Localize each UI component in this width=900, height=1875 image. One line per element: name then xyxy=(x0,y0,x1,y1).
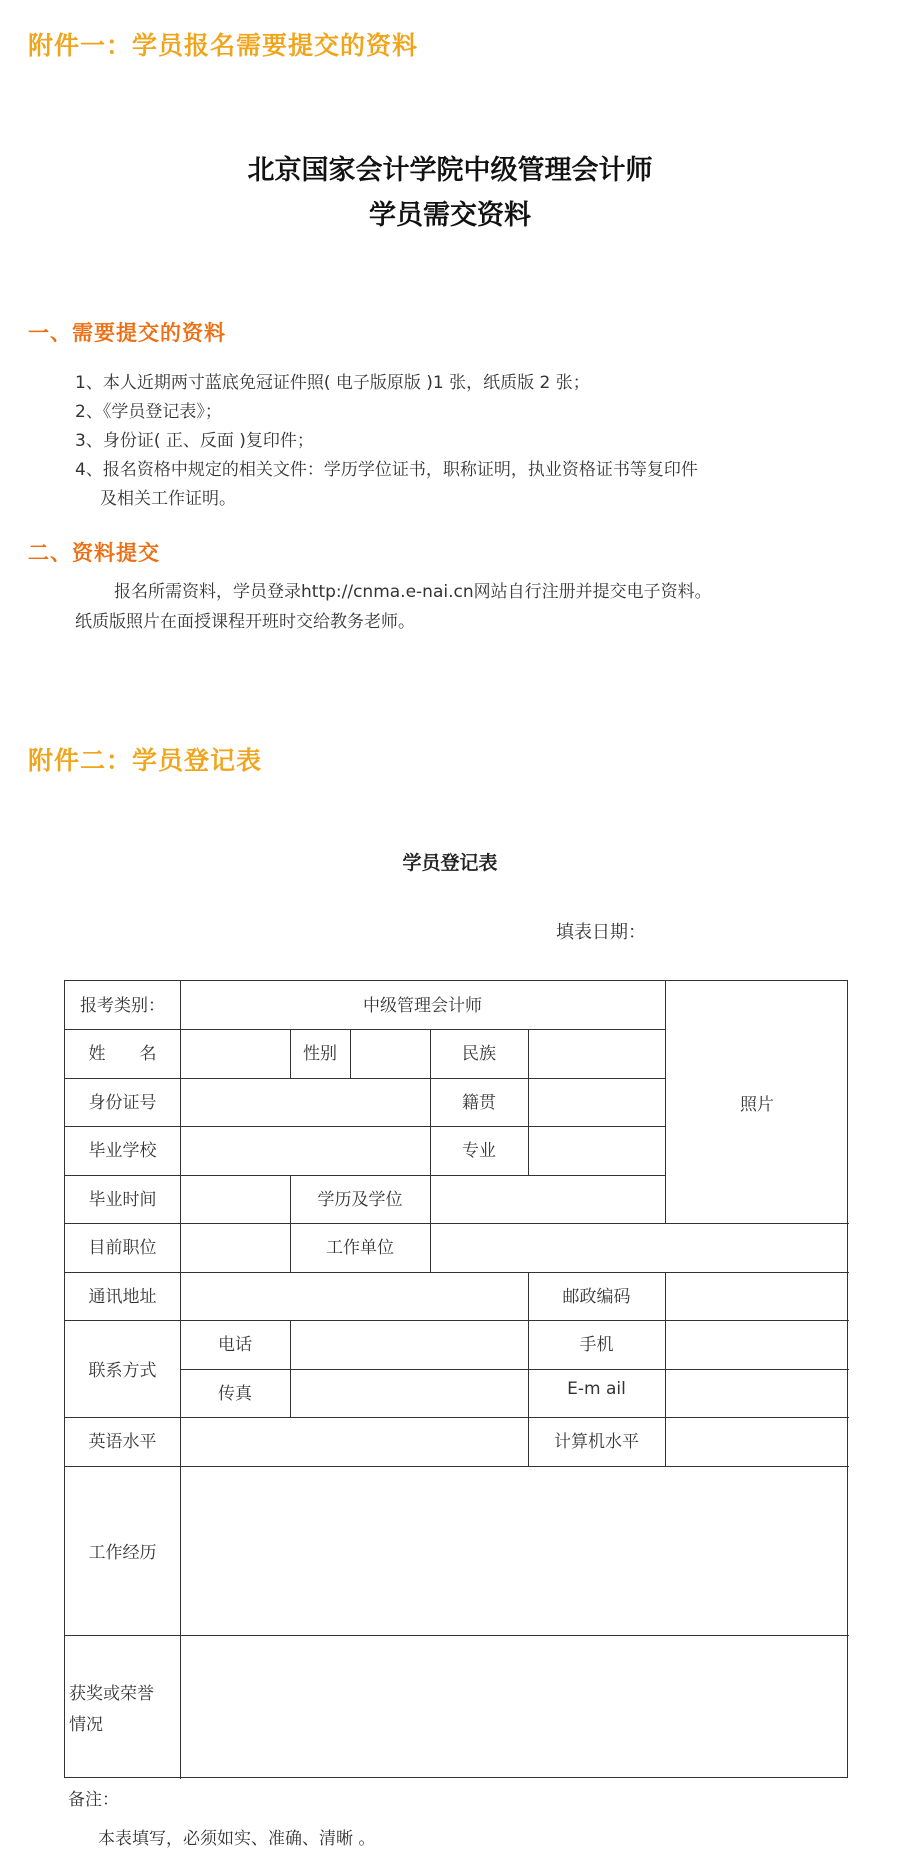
mobile-label: 手机 xyxy=(579,1335,614,1355)
major-field[interactable] xyxy=(528,1126,665,1175)
id-number-field[interactable] xyxy=(180,1078,430,1126)
english-level-label: 英语水平 xyxy=(88,1432,157,1452)
form-title: 学员登记表 xyxy=(402,852,498,874)
fax-field[interactable] xyxy=(290,1369,528,1417)
gender-field[interactable] xyxy=(350,1029,430,1078)
doc-title-line2: 学员需交资料 xyxy=(369,200,531,231)
requirement-item-4: 4、报名资格中规定的相关文件：学历学位证书，职称证明，执业资格证书等复印件 xyxy=(75,460,698,480)
gender-label: 性别 xyxy=(303,1044,337,1064)
degree-label: 学历及学位 xyxy=(317,1190,403,1210)
requirement-item-3: 3、身份证( 正、反面 )复印件； xyxy=(75,431,314,451)
exam-category-label: 报考类别： xyxy=(80,996,165,1016)
computer-level-field[interactable] xyxy=(665,1417,849,1466)
native-place-field[interactable] xyxy=(528,1078,665,1126)
awards-label-line2: 情况 xyxy=(69,1715,103,1735)
exam-category-value[interactable]: 中级管理会计师 xyxy=(363,996,482,1016)
native-place-label: 籍贯 xyxy=(462,1093,496,1113)
doc-title-line1: 北京国家会计学院中级管理会计师 xyxy=(247,155,653,186)
fill-date-label: 填表日期： xyxy=(556,922,646,943)
submission-paragraph-line2: 纸质版照片在面授课程开班时交给教务老师。 xyxy=(75,612,415,632)
ethnicity-field[interactable] xyxy=(528,1029,665,1078)
grad-time-field[interactable] xyxy=(180,1175,290,1223)
major-label: 专业 xyxy=(462,1141,496,1161)
postcode-label: 邮政编码 xyxy=(562,1287,631,1307)
name-label: 姓 名 xyxy=(88,1044,157,1064)
phone-label: 电话 xyxy=(218,1335,252,1355)
position-field[interactable] xyxy=(180,1223,290,1272)
work-history-field[interactable] xyxy=(180,1466,849,1635)
school-field[interactable] xyxy=(180,1126,430,1175)
address-label: 通讯地址 xyxy=(88,1287,157,1307)
awards-label-line1: 获奖或荣誉 xyxy=(69,1684,154,1704)
school-label: 毕业学校 xyxy=(88,1141,157,1161)
remarks-label: 备注： xyxy=(68,1790,119,1810)
name-field[interactable] xyxy=(180,1029,290,1078)
requirement-item-1: 1、本人近期两寸蓝底免冠证件照( 电子版原版 )1 张，纸质版 2 张； xyxy=(75,373,590,393)
contact-label: 联系方式 xyxy=(88,1361,157,1381)
section2-heading: 二、资料提交 xyxy=(28,541,160,565)
requirement-item-4-cont: 及相关工作证明。 xyxy=(100,489,236,509)
awards-label xyxy=(65,1635,180,1779)
photo-cell[interactable]: 照片 xyxy=(740,1094,774,1115)
email-label: E-m ail xyxy=(567,1379,626,1399)
email-field[interactable] xyxy=(665,1369,849,1417)
english-level-field[interactable] xyxy=(180,1417,528,1466)
phone-field[interactable] xyxy=(290,1320,528,1369)
registration-table xyxy=(64,980,848,1778)
submission-paragraph-line1: 报名所需资料，学员登录http://cnma.e-nai.cn网站自行注册并提交电子资料。 xyxy=(114,582,712,602)
section1-heading: 一、需要提交的资料 xyxy=(28,321,226,345)
address-field[interactable] xyxy=(180,1272,528,1320)
remarks-text: 本表填写，必须如实、准确、清晰 。 xyxy=(98,1829,376,1849)
employer-field[interactable] xyxy=(430,1223,849,1272)
fax-label: 传真 xyxy=(218,1384,252,1404)
attachment2-heading: 附件二：学员登记表 xyxy=(28,746,263,775)
attachment1-heading: 附件一：学员报名需要提交的资料 xyxy=(28,31,419,60)
postcode-field[interactable] xyxy=(665,1272,849,1320)
employer-label: 工作单位 xyxy=(326,1238,394,1258)
ethnicity-label: 民族 xyxy=(462,1044,496,1064)
awards-field[interactable] xyxy=(180,1635,849,1779)
mobile-field[interactable] xyxy=(665,1320,849,1369)
degree-field[interactable] xyxy=(430,1175,665,1223)
grad-time-label: 毕业时间 xyxy=(88,1190,157,1210)
computer-level-label: 计算机水平 xyxy=(554,1432,639,1452)
requirement-item-2: 2、《学员登记表》； xyxy=(75,402,222,422)
position-label: 目前职位 xyxy=(88,1238,157,1258)
id-number-label: 身份证号 xyxy=(88,1093,157,1113)
work-history-label: 工作经历 xyxy=(88,1543,157,1563)
